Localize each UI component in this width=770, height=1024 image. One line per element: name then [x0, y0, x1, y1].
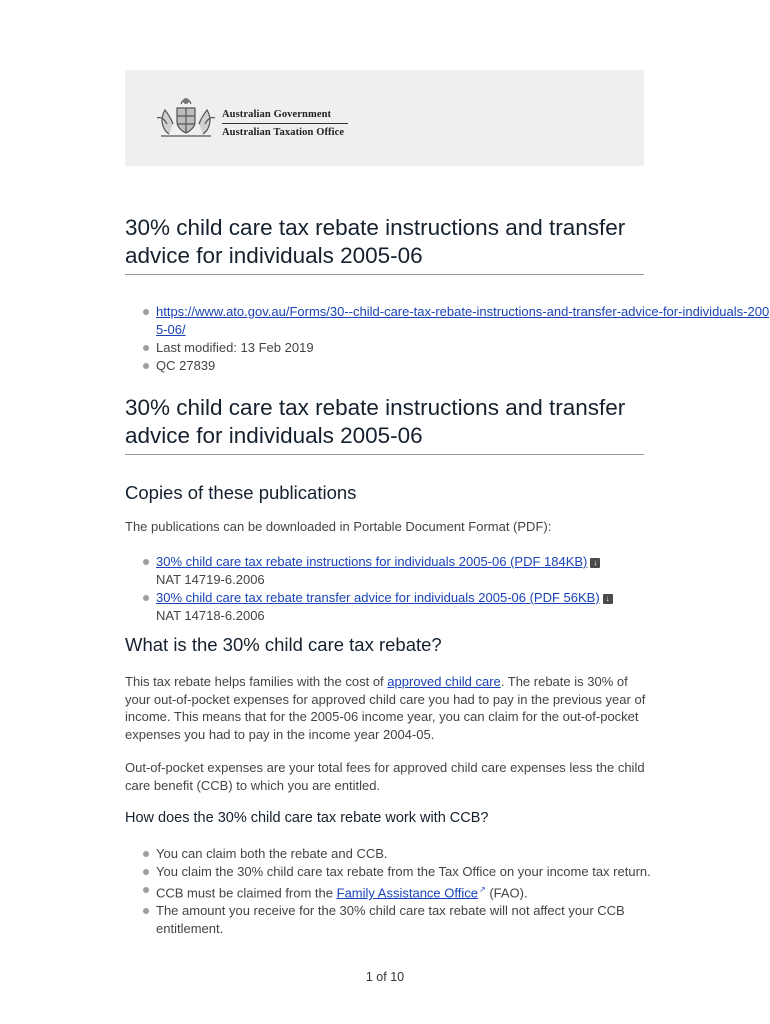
- publication-nat: NAT 14719-6.2006: [156, 572, 265, 587]
- how-heading: How does the 30% child care tax rebate work with CCB?: [125, 810, 489, 826]
- how-item: You can claim both the rebate and CCB.: [140, 845, 655, 863]
- source-url-link[interactable]: https://www.ato.gov.au/Forms/30--child-care-tax-rebate-instructions-and-transfer-advice-for-individuals-2005-06/: [156, 304, 770, 337]
- org-divider: [222, 123, 348, 124]
- download-icon[interactable]: ↓: [590, 558, 600, 568]
- publication-item: [140, 589, 613, 625]
- download-icon[interactable]: ↓: [603, 594, 613, 604]
- what-paragraph-2: Out-of-pocket expenses are your total fees for approved child care expenses less the child care benefit (CCB) to which you are entitled.: [125, 760, 645, 793]
- approved-child-care-link[interactable]: approved child care: [387, 674, 501, 689]
- family-assistance-office-link[interactable]: Family Assistance Office: [336, 885, 478, 901]
- publication-link-instructions[interactable]: 30% child care tax rebate instructions for individuals 2005-06 (PDF 184KB): [156, 554, 588, 569]
- org-names: [222, 107, 348, 140]
- meta-url-item: [140, 303, 770, 339]
- what-paragraph-1: [125, 673, 650, 743]
- how-item-fao: [140, 881, 655, 902]
- meta-qc-item: QC 27839: [140, 357, 770, 375]
- meta-modified-item: Last modified: 13 Feb 2019: [140, 339, 770, 357]
- org-taxation-office: Australian Taxation Office: [222, 127, 345, 138]
- publication-link-transfer[interactable]: 30% child care tax rebate transfer advice for individuals 2005-06 (PDF 56KB): [156, 590, 600, 605]
- external-link-icon: ↗: [479, 885, 486, 894]
- publication-nat: NAT 14718-6.2006: [156, 608, 265, 623]
- page-number: 1 of 10: [365, 970, 405, 984]
- copies-intro: The publications can be downloaded in Portable Document Format (PDF):: [125, 519, 552, 534]
- header-banner: [125, 70, 644, 166]
- how-item: You claim the 30% child care tax rebate from the Tax Office on your income tax return.: [140, 863, 655, 881]
- page-title: 30% child care tax rebate instructions and transfer advice for individuals 2005-06: [125, 214, 644, 275]
- how-list: [140, 845, 655, 938]
- coat-of-arms-icon: [153, 94, 219, 142]
- fao-text-start: CCB must be claimed from the: [156, 885, 337, 901]
- section-title: 30% child care tax rebate instructions and transfer advice for individuals 2005-06: [125, 394, 644, 455]
- fao-text-end: (FAO).: [485, 885, 528, 901]
- publication-item: [140, 553, 613, 589]
- copies-heading: Copies of these publications: [125, 482, 357, 503]
- publications-list: [140, 553, 613, 625]
- what-p1-end: . The rebate is 30% of your out-of-pocket expenses for approved child care you had to pay in the previous year of income. This means that for the 2005-06 income year, you can claim for the out-of-pocket expenses you had to pay in the income year 2004-05.: [125, 674, 646, 742]
- org-government: Australian Government: [222, 109, 332, 120]
- meta-list: [140, 303, 770, 375]
- what-p1-start: This tax rebate helps families with the cost of: [125, 674, 388, 689]
- how-item: The amount you receive for the 30% child care tax rebate will not affect your CCB entitlement.: [140, 902, 655, 938]
- what-heading: What is the 30% child care tax rebate?: [125, 634, 442, 655]
